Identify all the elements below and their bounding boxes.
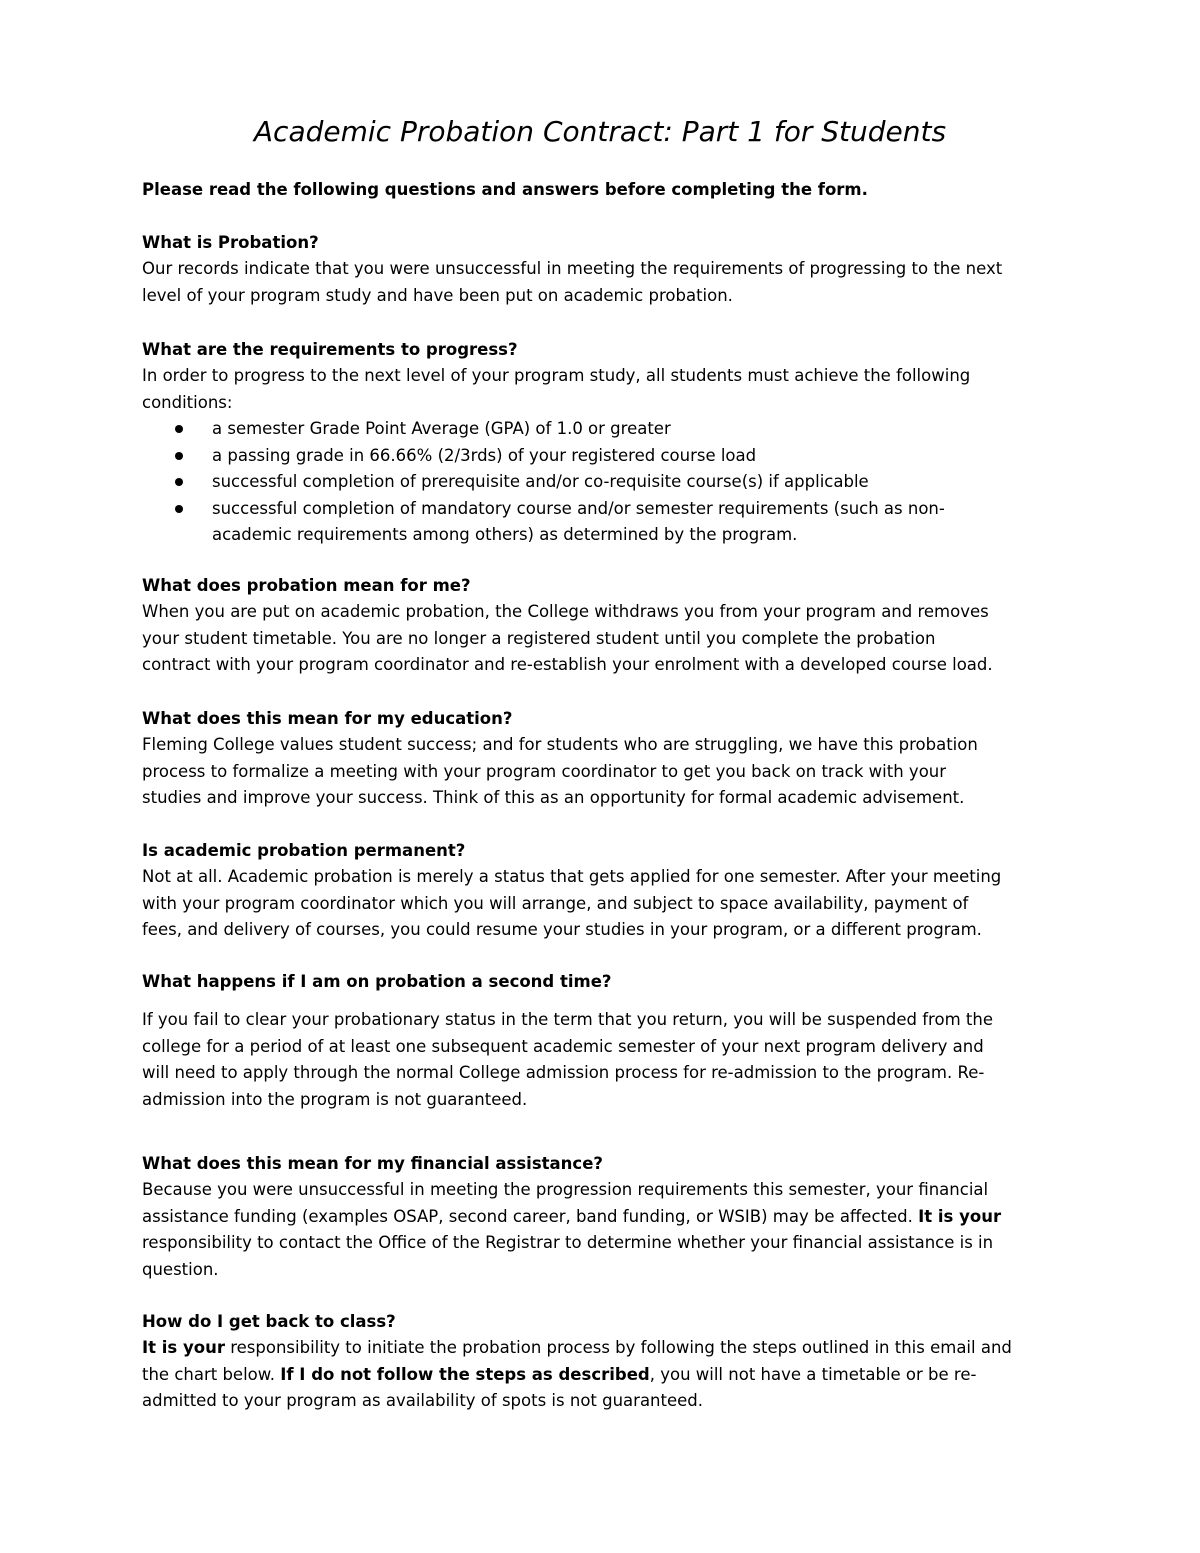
section-text-line: contract with your program coordinator and re-establish your enrolment with a developed course load. [142, 655, 993, 674]
section-text-line: fees, and delivery of courses, you could resume your studies in your program, or a different program. [142, 920, 982, 939]
section-text-line: process to formalize a meeting with your program coordinator to get you back on track with your [142, 761, 947, 781]
bullet-icon [175, 452, 183, 460]
section-text-line: Our records indicate that you were unsuccessful in meeting the requirements of progressing to the next [142, 259, 1003, 278]
section-text-line: your student timetable. You are no longer a registered student until you complete the probation [142, 628, 936, 648]
list-item: successful completion of prerequisite and/or co-requisite course(s) if applicable [142, 469, 1062, 496]
section-education [142, 705, 1062, 812]
section-question: What happens if I am on probation a second time? [142, 972, 612, 991]
section-permanent [142, 837, 1062, 944]
section-text-line: assistance funding (examples OSAP, second career, band funding, or WSIB) may be affected. It is your [142, 1206, 1002, 1226]
section-text-line: level of your program study and have been put on academic probation. [142, 285, 733, 305]
bullet-icon [175, 478, 183, 486]
section-text-line: When you are put on academic probation, the College withdraws you from your program and removes [142, 602, 989, 621]
section-text-line: question. [142, 1259, 219, 1279]
bullet-icon [175, 505, 183, 513]
section-question: Is academic probation permanent? [142, 841, 466, 860]
list-item: a passing grade in 66.66% (2/3rds) of your registered course load [142, 443, 1062, 470]
section-text-line: admission into the program is not guaranteed. [142, 1089, 528, 1109]
section-text-line: conditions: [142, 392, 233, 412]
section-question: What does this mean for my education? [142, 709, 513, 728]
list-item-continuation: academic requirements among others) as determined by the program. [212, 525, 798, 544]
section-text-line: the chart below. If I do not follow the steps as described, you will not have a timetable or be re- [142, 1364, 977, 1384]
section-second-time [142, 968, 1062, 1113]
section-text-line: responsibility to contact the Office of the Registrar to determine whether your financial assistance is in [142, 1233, 994, 1252]
bullet-icon [175, 425, 183, 433]
list-item: successful completion of mandatory course and/or semester requirements (such as non- [142, 496, 1062, 523]
section-probation-meaning [142, 572, 1062, 679]
section-text-line: Because you were unsuccessful in meeting the progression requirements this semester, your financial [142, 1180, 989, 1199]
section-text-line: In order to progress to the next level of your program study, all students must achieve the following [142, 366, 971, 385]
section-question: What are the requirements to progress? [142, 340, 518, 359]
section-financial-assistance [142, 1150, 1062, 1283]
page-title: Academic Probation Contract: Part 1 for Students [253, 115, 947, 148]
section-text-line: Not at all. Academic probation is merely a status that gets applied for one semester. After your meeting [142, 867, 1002, 886]
section-text-line: If you fail to clear your probationary status in the term that you return, you will be suspended from the [142, 1010, 993, 1029]
section-question: What does this mean for my financial assistance? [142, 1154, 603, 1173]
section-question: What is Probation? [142, 233, 319, 252]
section-text-line: will need to apply through the normal College admission process for re-admission to the program. Re- [142, 1063, 985, 1082]
section-text-line: It is your responsibility to initiate the probation process by following the steps outlined in this email and [142, 1338, 1012, 1357]
section-text-line: studies and improve your success. Think of this as an opportunity for formal academic advisement. [142, 788, 965, 807]
section-what-is-probation [142, 229, 1062, 309]
list-item: a semester Grade Point Average (GPA) of 1.0 or greater [142, 416, 1062, 443]
section-text-line: admitted to your program as availability of spots is not guaranteed. [142, 1391, 704, 1410]
requirements-list [142, 416, 1062, 549]
section-question: What does probation mean for me? [142, 576, 471, 595]
section-requirements [142, 336, 1062, 549]
intro-instruction: Please read the following questions and answers before completing the form. [142, 180, 868, 199]
section-text-line: Fleming College values student success; and for students who are struggling, we have this probation [142, 735, 978, 754]
section-back-to-class [142, 1308, 1062, 1415]
section-text-line: college for a period of at least one subsequent academic semester of your next program delivery and [142, 1036, 984, 1056]
section-question: How do I get back to class? [142, 1312, 396, 1331]
section-text-line: with your program coordinator which you will arrange, and subject to space availability, payment of [142, 893, 969, 913]
